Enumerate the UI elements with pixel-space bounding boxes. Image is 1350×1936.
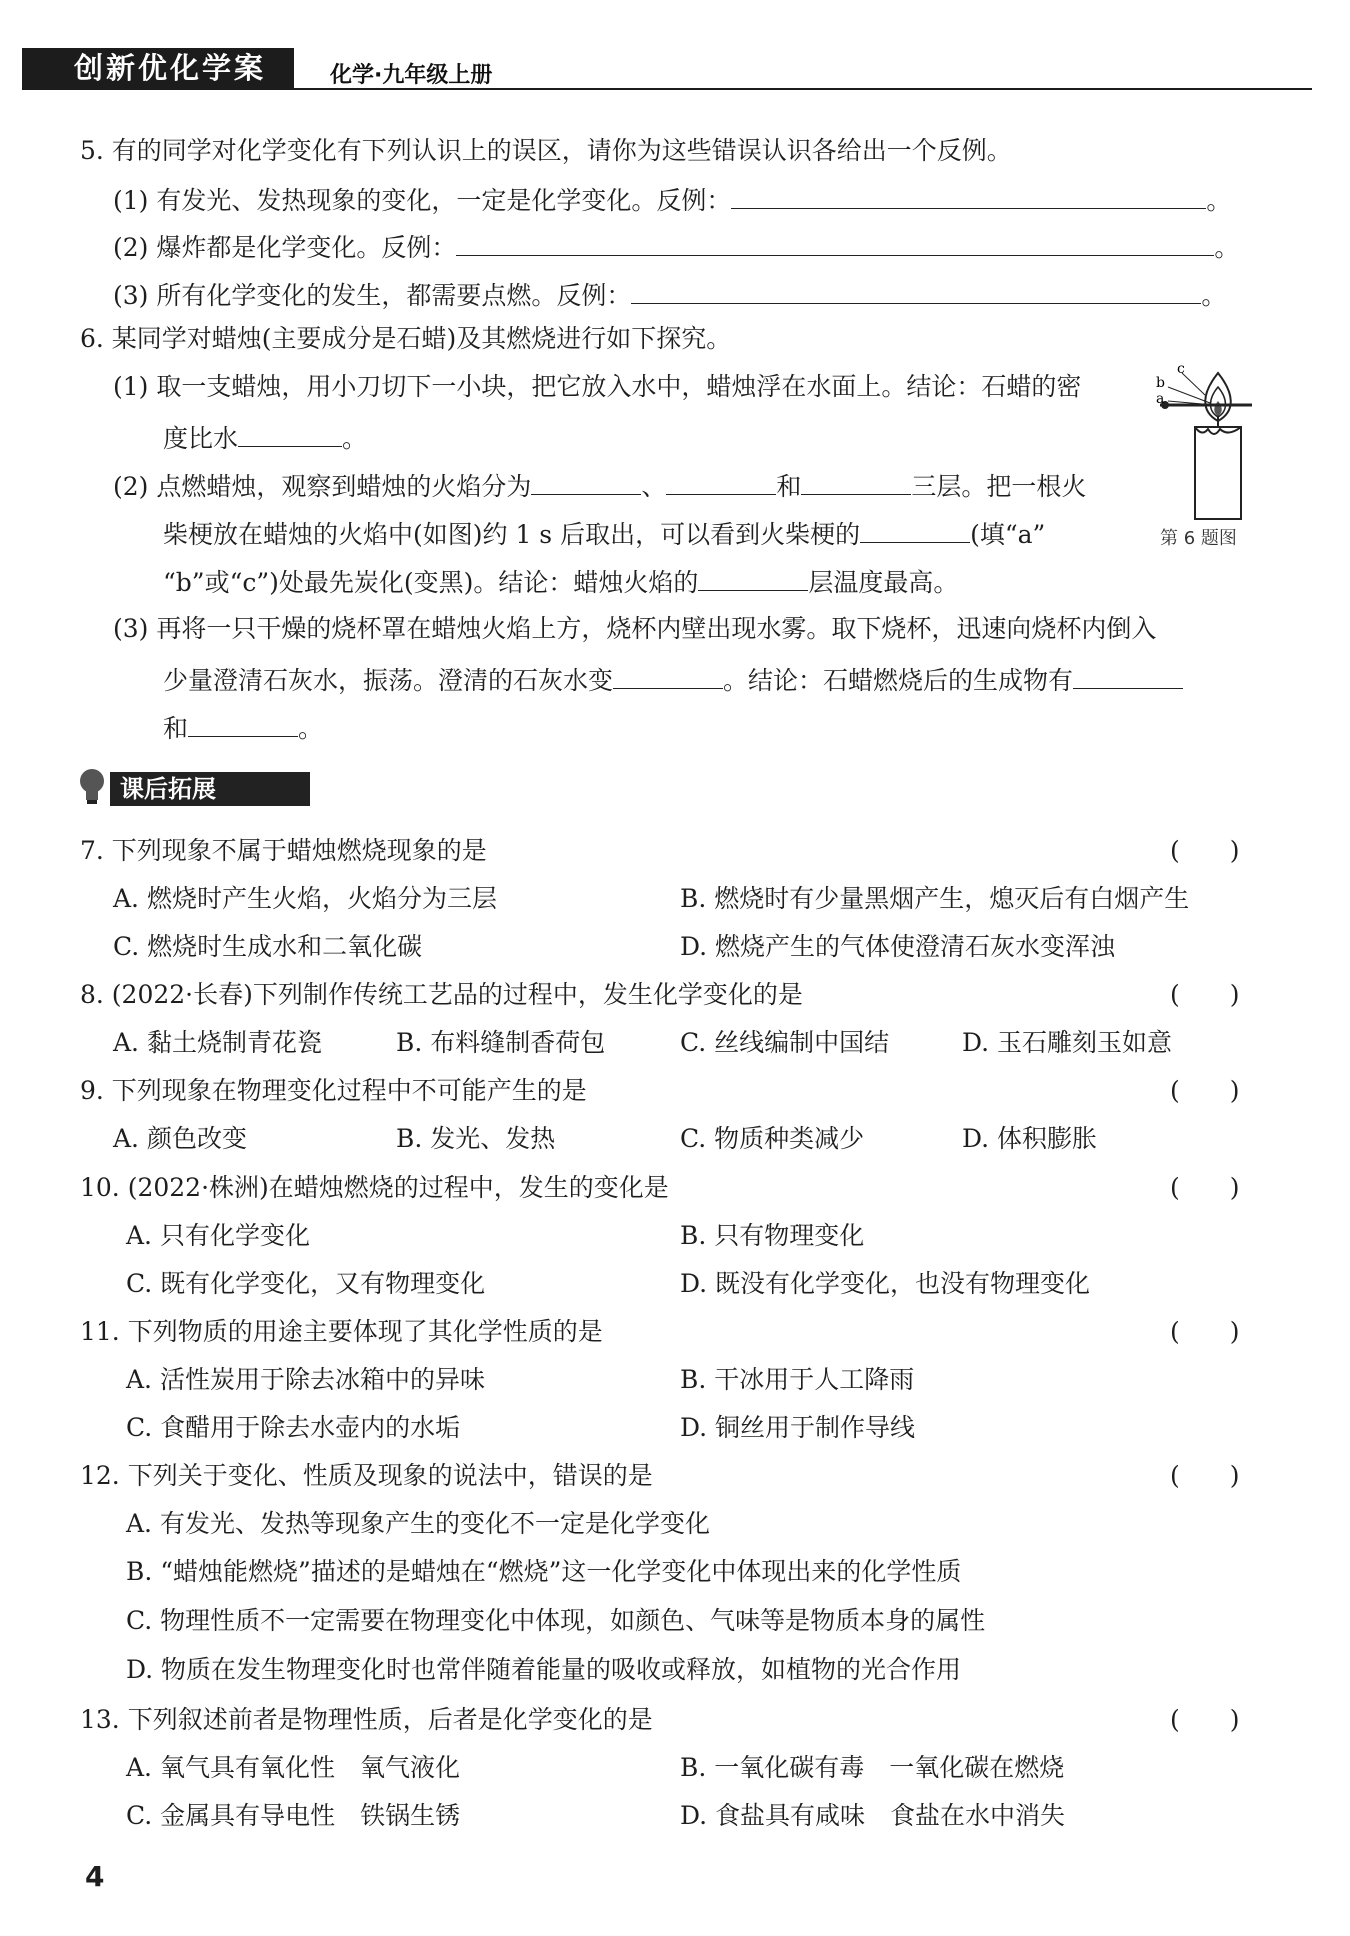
q9-option-c: C. 物质种类减少 [680, 1124, 865, 1153]
q5-part2-period: 。 [1214, 233, 1240, 262]
q5-part1 [113, 182, 1231, 216]
q6-part2-line3 [163, 564, 958, 598]
q7-option-a: A. 燃烧时产生火焰，火焰分为三层 [113, 884, 497, 913]
candle-drip [1195, 427, 1241, 434]
q5-part3 [113, 277, 1226, 311]
q6-blank-flame-layer-3[interactable] [801, 468, 911, 495]
q6-part2-text-f: (填“a” [970, 520, 1046, 549]
q13-stem: 13. 下列叙述前者是物理性质，后者是化学变化的是 [80, 1705, 653, 1734]
book-brand-banner: 创新优化学案 [22, 48, 294, 88]
section-title: 课后拓展 [110, 772, 310, 806]
q6-part3-line1: (3) 再将一只干燥的烧杯罩在蜡烛火焰上方，烧杯内壁出现水雾。取下烧杯，迅速向烧杯内倒入 [113, 614, 1157, 643]
q6-part3-period: 。 [298, 714, 324, 743]
q6-blank-product-1[interactable] [1073, 662, 1183, 689]
lightbulb-icon [78, 768, 106, 806]
q10-option-d: D. 既没有化学变化，也没有物理变化 [680, 1269, 1091, 1298]
q9-option-a: A. 颜色改变 [113, 1124, 247, 1153]
q6-blank-product-2[interactable] [188, 710, 298, 737]
q6-part2-text-g: “b”或“c”)处最先炭化(变黑)。结论：蜡烛火焰的 [163, 568, 699, 597]
page-number: 4 [85, 1860, 105, 1893]
q7-option-d: D. 燃烧产生的气体使澄清石灰水变浑浊 [680, 932, 1116, 961]
q6-part1-line1: (1) 取一支蜡烛，用小刀切下一小块，把它放入水中，蜡烛浮在水面上。结论：石蜡的密 [113, 372, 1082, 401]
q6-part2-text-c: 和 [776, 472, 802, 501]
q5-answer-blank-2[interactable] [456, 229, 1214, 256]
q6-part2-text-h: 层温度最高。 [808, 568, 959, 597]
candle-figure [1150, 365, 1260, 525]
q10-answer-paren[interactable]: ( ) [1170, 1173, 1240, 1202]
q6-blank-flame-layer-1[interactable] [531, 468, 641, 495]
q9-stem: 9. 下列现象在物理变化过程中不可能产生的是 [80, 1076, 587, 1105]
q7-stem: 7. 下列现象不属于蜡烛燃烧现象的是 [80, 836, 487, 865]
q8-stem: 8. (2022·长春)下列制作传统工艺品的过程中，发生化学变化的是 [80, 980, 803, 1009]
q6-part2-text-b: 、 [641, 472, 667, 501]
q9-answer-paren[interactable]: ( ) [1170, 1076, 1240, 1105]
candle-body [1195, 427, 1241, 519]
label-c-pointer [1182, 373, 1205, 395]
q12-option-d: D. 物质在发生物理变化时也常伴随着能量的吸收或释放，如植物的光合作用 [126, 1655, 962, 1684]
q5-part2 [113, 229, 1239, 263]
q6-part3-text-a: 少量澄清石灰水，振荡。澄清的石灰水变 [163, 666, 614, 695]
q9-option-b: B. 发光、发热 [396, 1124, 556, 1153]
q10-option-c: C. 既有化学变化，又有物理变化 [126, 1269, 486, 1298]
q6-blank-hottest-layer[interactable] [698, 564, 808, 591]
q12-option-a: A. 有发光、发热等现象产生的变化不一定是化学变化 [126, 1509, 710, 1538]
q11-stem: 11. 下列物质的用途主要体现了其化学性质的是 [80, 1317, 603, 1346]
q6-part1-line2 [163, 420, 367, 454]
figure-caption: 第 6 题图 [1160, 528, 1237, 549]
q5-answer-blank-3[interactable] [631, 277, 1201, 304]
book-subject: 化学·九年级上册 [330, 63, 493, 88]
q6-part3-line3 [163, 710, 323, 744]
q13-option-c: C. 金属具有导电性 铁锅生锈 [126, 1801, 461, 1830]
q6-part3-text-c: 和 [163, 714, 189, 743]
q13-answer-paren[interactable]: ( ) [1170, 1705, 1240, 1734]
q5-answer-blank-1[interactable] [731, 182, 1206, 209]
flame-inner-icon [1214, 401, 1222, 416]
q13-option-d: D. 食盐具有咸味 食盐在水中消失 [680, 1801, 1066, 1830]
label-a: a [1156, 391, 1165, 407]
q6-blank-density[interactable] [238, 420, 342, 447]
q7-answer-paren[interactable]: ( ) [1170, 836, 1240, 865]
label-b-pointer [1168, 387, 1210, 403]
q8-option-a: A. 黏土烧制青花瓷 [113, 1028, 322, 1057]
q11-option-d: D. 铜丝用于制作导线 [680, 1413, 916, 1442]
q11-option-b: B. 干冰用于人工降雨 [680, 1365, 915, 1394]
q7-option-c: C. 燃烧时生成水和二氧化碳 [113, 932, 423, 961]
q8-option-b: B. 布料缝制香荷包 [396, 1028, 606, 1057]
q7-option-b: B. 燃烧时有少量黑烟产生，熄灭后有白烟产生 [680, 884, 1190, 913]
q6-part2-line1 [113, 468, 1086, 502]
label-b: b [1156, 375, 1165, 391]
q11-option-a: A. 活性炭用于除去冰箱中的异味 [126, 1365, 485, 1394]
q9-option-d: D. 体积膨胀 [962, 1124, 1098, 1153]
q6-part3-text-b: 。结论：石蜡燃烧后的生成物有 [723, 666, 1074, 695]
q10-option-b: B. 只有物理变化 [680, 1221, 865, 1250]
q11-option-c: C. 食醋用于除去水壶内的水垢 [126, 1413, 461, 1442]
q13-option-a: A. 氧气具有氧化性 氧气液化 [126, 1753, 460, 1782]
q10-stem: 10. (2022·株洲)在蜡烛燃烧的过程中，发生的变化是 [80, 1173, 669, 1202]
q12-answer-paren[interactable]: ( ) [1170, 1461, 1240, 1490]
q12-option-c: C. 物理性质不一定需要在物理变化中体现，如颜色、气味等是物质本身的属性 [126, 1606, 986, 1635]
q6-part2-line2 [163, 516, 1045, 550]
q6-blank-match-position[interactable] [860, 516, 970, 543]
q6-part2-text-d: 三层。把一根火 [911, 472, 1087, 501]
q8-option-d: D. 玉石雕刻玉如意 [962, 1028, 1173, 1057]
q8-option-c: C. 丝线编制中国结 [680, 1028, 890, 1057]
q12-option-b: B. “蜡烛能燃烧”描述的是蜡烛在“燃烧”这一化学变化中体现出来的化学性质 [126, 1557, 962, 1586]
q5-part1-period: 。 [1206, 186, 1232, 215]
q6-part3-line2 [163, 662, 1183, 696]
q5-part2-text: (2) 爆炸都是化学变化。反例： [113, 233, 457, 262]
q8-answer-paren[interactable]: ( ) [1170, 980, 1240, 1009]
q13-option-b: B. 一氧化碳有毒 一氧化碳在燃烧 [680, 1753, 1065, 1782]
q6-stem: 6. 某同学对蜡烛(主要成分是石蜡)及其燃烧进行如下探究。 [80, 324, 732, 353]
q5-stem: 5. 有的同学对化学变化有下列认识上的误区，请你为这些错误认识各给出一个反例。 [80, 136, 1012, 165]
q5-part3-period: 。 [1201, 281, 1227, 310]
q6-part2-text-a: (2) 点燃蜡烛，观察到蜡烛的火焰分为 [113, 472, 532, 501]
q11-answer-paren[interactable]: ( ) [1170, 1317, 1240, 1346]
q6-blank-limewater[interactable] [613, 662, 723, 689]
q6-blank-flame-layer-2[interactable] [666, 468, 776, 495]
q6-part1-period: 。 [342, 424, 368, 453]
q5-part3-text: (3) 所有化学变化的发生，都需要点燃。反例： [113, 281, 632, 310]
q6-part1-line2-text: 度比水 [163, 424, 239, 453]
q10-option-a: A. 只有化学变化 [126, 1221, 310, 1250]
header-rule [22, 88, 1312, 90]
q6-part2-text-e: 柴梗放在蜡烛的火焰中(如图)约 1 s 后取出，可以看到火柴梗的 [163, 520, 861, 549]
label-c: c [1177, 365, 1185, 377]
q5-part1-text: (1) 有发光、发热现象的变化，一定是化学变化。反例： [113, 186, 732, 215]
q12-stem: 12. 下列关于变化、性质及现象的说法中，错误的是 [80, 1461, 653, 1490]
